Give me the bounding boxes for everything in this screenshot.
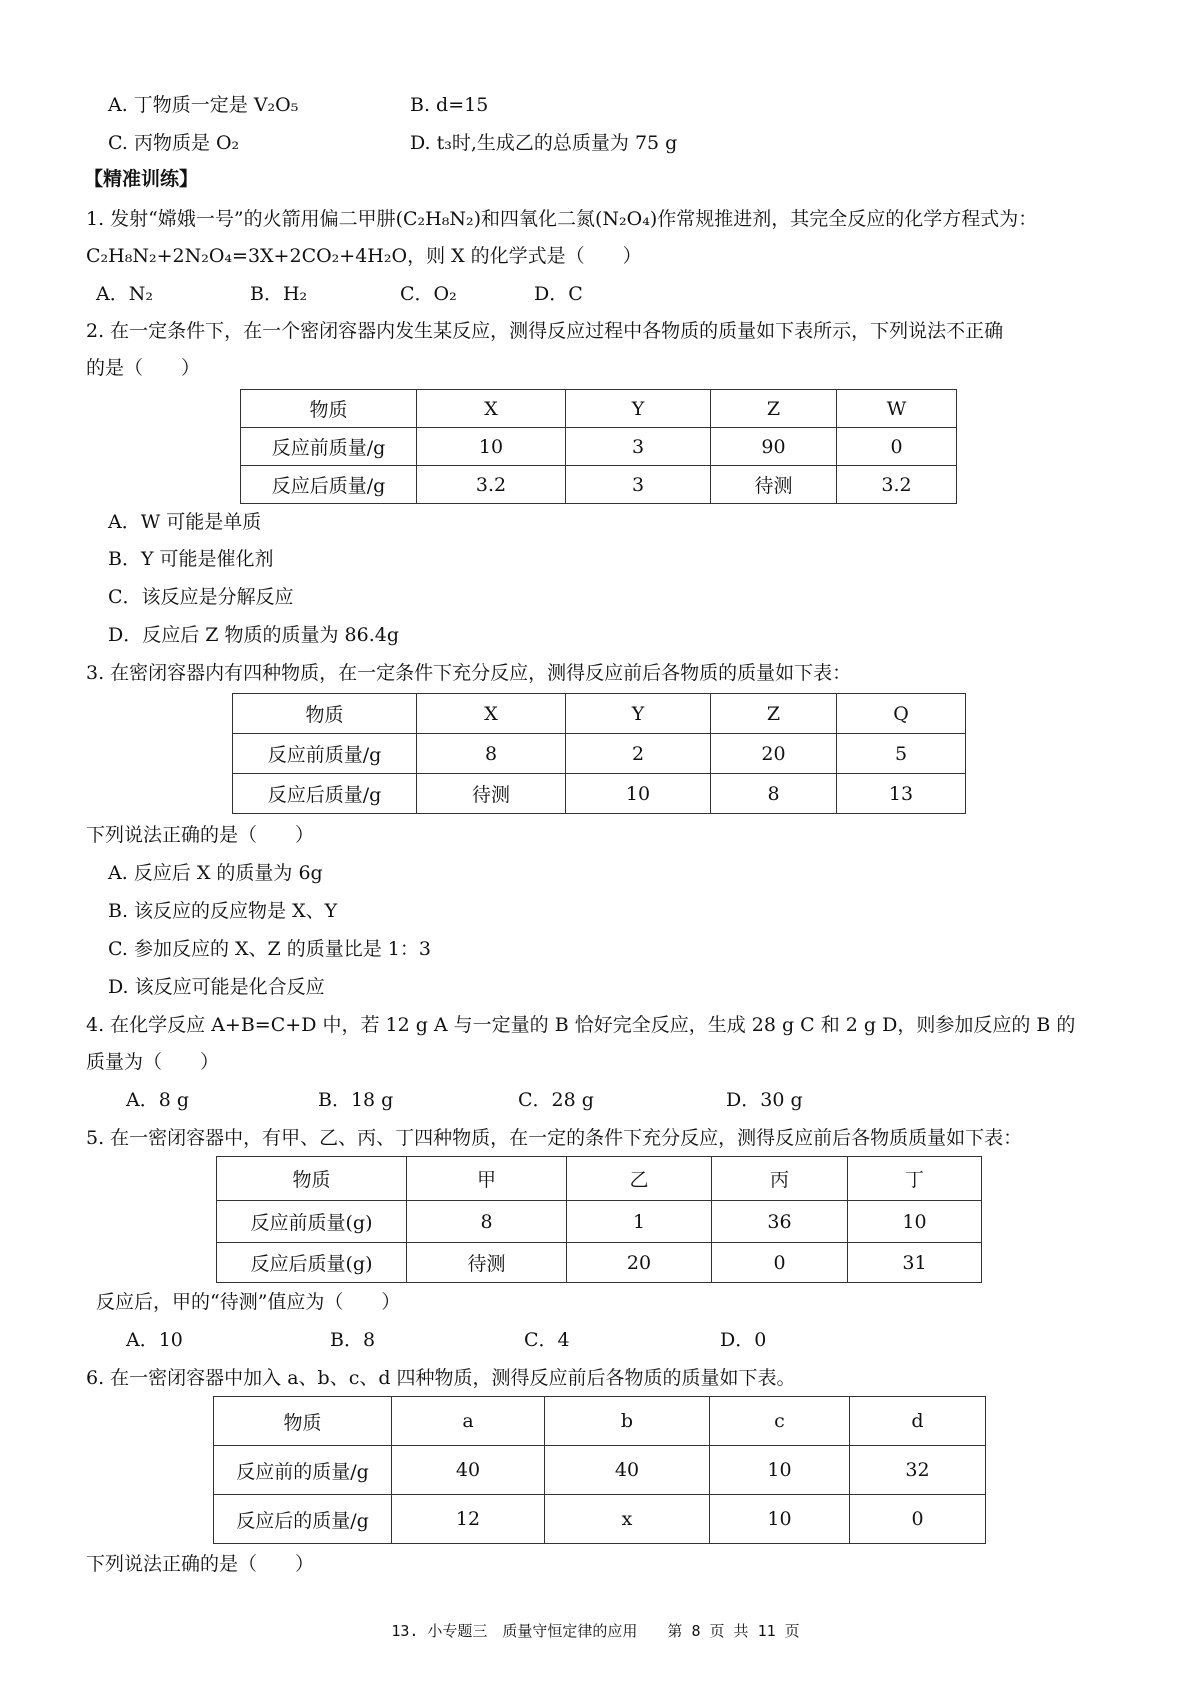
q5-option-b: B．8 bbox=[330, 1329, 376, 1351]
table-cell: 36 bbox=[712, 1201, 848, 1243]
q3-option-b: B. 该反应的反应物是 X、Y bbox=[108, 900, 338, 922]
table-cell: 0 bbox=[837, 428, 957, 466]
q2-option-a: A．W 可能是单质 bbox=[108, 511, 262, 533]
table-cell: 0 bbox=[850, 1495, 986, 1544]
table-cell: 反应后质量/g bbox=[241, 466, 417, 504]
table-cell: Y bbox=[566, 694, 711, 734]
q5-option-a: A．10 bbox=[126, 1329, 183, 1351]
table-row bbox=[214, 1495, 986, 1544]
table-cell: 物质 bbox=[233, 694, 417, 734]
table-row bbox=[233, 694, 966, 734]
q5-option-c: C．4 bbox=[524, 1329, 570, 1351]
table-row bbox=[217, 1243, 982, 1283]
q1-option-d: D．C bbox=[534, 283, 583, 305]
table-row bbox=[241, 390, 957, 428]
table-cell: 2 bbox=[566, 734, 711, 774]
table-cell: 20 bbox=[567, 1243, 712, 1283]
q3-option-d: D. 该反应可能是化合反应 bbox=[108, 976, 325, 998]
table-row bbox=[217, 1201, 982, 1243]
table-cell: 丁 bbox=[848, 1157, 982, 1201]
q1-option-a: A．N₂ bbox=[96, 283, 153, 305]
q4-option-c: C．28 g bbox=[518, 1089, 594, 1111]
prev-option-a: A. 丁物质一定是 V₂O₅ bbox=[108, 94, 299, 116]
q5-option-d: D．0 bbox=[720, 1329, 767, 1351]
q3-after: 下列说法正确的是（ ） bbox=[86, 824, 315, 846]
table-cell: 13 bbox=[837, 774, 966, 814]
table-cell: 丙 bbox=[712, 1157, 848, 1201]
table-cell: 甲 bbox=[407, 1157, 567, 1201]
table-cell: x bbox=[545, 1495, 710, 1544]
table-row bbox=[241, 466, 957, 504]
table-cell: 10 bbox=[710, 1446, 850, 1495]
q5-table bbox=[216, 1156, 982, 1283]
table-cell: 反应后质量/g bbox=[233, 774, 417, 814]
table-cell: 0 bbox=[712, 1243, 848, 1283]
table-cell: X bbox=[417, 694, 566, 734]
table-cell: Y bbox=[566, 390, 711, 428]
table-cell: a bbox=[392, 1397, 545, 1446]
table-row bbox=[233, 774, 966, 814]
table-cell: c bbox=[710, 1397, 850, 1446]
table-row bbox=[233, 734, 966, 774]
q4-option-b: B．18 g bbox=[318, 1089, 394, 1111]
table-cell: 12 bbox=[392, 1495, 545, 1544]
table-cell: 反应后质量(g) bbox=[217, 1243, 407, 1283]
q6-table bbox=[213, 1396, 986, 1544]
q4-option-d: D．30 g bbox=[726, 1089, 803, 1111]
table-cell: 10 bbox=[417, 428, 566, 466]
table-cell: 40 bbox=[392, 1446, 545, 1495]
q1-option-b: B．H₂ bbox=[250, 283, 308, 305]
table-cell: 32 bbox=[850, 1446, 986, 1495]
table-cell: 90 bbox=[711, 428, 837, 466]
table-cell: 20 bbox=[711, 734, 837, 774]
table-cell: 3 bbox=[566, 466, 711, 504]
q6-line1: 6. 在一密闭容器中加入 a、b、c、d 四种物质，测得反应前后各物质的质量如下表。 bbox=[86, 1367, 796, 1389]
q6-after: 下列说法正确的是（ ） bbox=[86, 1553, 315, 1575]
table-cell: 8 bbox=[417, 734, 566, 774]
q4-line2: 质量为（ ） bbox=[86, 1051, 220, 1073]
table-cell: 乙 bbox=[567, 1157, 712, 1201]
table-cell: 待测 bbox=[417, 774, 566, 814]
table-cell: 3 bbox=[566, 428, 711, 466]
table-cell: 待测 bbox=[711, 466, 837, 504]
table-cell: d bbox=[850, 1397, 986, 1446]
q3-table bbox=[232, 693, 966, 814]
table-cell: 反应前质量/g bbox=[233, 734, 417, 774]
table-cell: 物质 bbox=[217, 1157, 407, 1201]
q2-table bbox=[240, 389, 957, 504]
page-footer: 13. 小专题三 质量守恒定律的应用 第 8 页 共 11 页 bbox=[391, 1622, 800, 1640]
q4-line1: 4. 在化学反应 A+B=C+D 中，若 12 g A 与一定量的 B 恰好完全反应，生成 28 g C 和 2 g D，则参加反应的 B 的 bbox=[86, 1014, 1076, 1036]
table-cell: W bbox=[837, 390, 957, 428]
q3-line1: 3. 在密闭容器内有四种物质，在一定条件下充分反应，测得反应前后各物质的质量如下表： bbox=[86, 662, 852, 684]
q1-option-c: C．O₂ bbox=[400, 283, 457, 305]
q3-option-c: C. 参加反应的 X、Z 的质量比是 1：3 bbox=[108, 938, 431, 960]
table-cell: Z bbox=[711, 694, 837, 734]
table-cell: Z bbox=[711, 390, 837, 428]
q2-option-c: C．该反应是分解反应 bbox=[108, 586, 294, 608]
table-cell: 10 bbox=[848, 1201, 982, 1243]
table-cell: 10 bbox=[710, 1495, 850, 1544]
prev-option-c: C. 丙物质是 O₂ bbox=[108, 132, 240, 154]
table-cell: 物质 bbox=[241, 390, 417, 428]
q1-line2: C₂H₈N₂+2N₂O₄=3X+2CO₂+4H₂O，则 X 的化学式是（ ） bbox=[86, 245, 642, 267]
prev-option-b: B. d=15 bbox=[410, 94, 489, 116]
table-cell: X bbox=[417, 390, 566, 428]
table-cell: 1 bbox=[567, 1201, 712, 1243]
prev-option-d: D. t₃时,生成乙的总质量为 75 g bbox=[410, 132, 678, 154]
section-title: 【精准训练】 bbox=[84, 168, 199, 190]
table-cell: 反应前质量(g) bbox=[217, 1201, 407, 1243]
q2-line2: 的是（ ） bbox=[86, 357, 201, 379]
table-cell: 8 bbox=[711, 774, 837, 814]
q4-option-a: A．8 g bbox=[126, 1089, 190, 1111]
q5-after: 反应后，甲的“待测”值应为（ ） bbox=[96, 1291, 401, 1313]
table-cell: 物质 bbox=[214, 1397, 392, 1446]
table-cell: 反应后的质量/g bbox=[214, 1495, 392, 1544]
table-cell: 反应前质量/g bbox=[241, 428, 417, 466]
q3-option-a: A. 反应后 X 的质量为 6g bbox=[108, 862, 323, 884]
table-cell: 3.2 bbox=[417, 466, 566, 504]
table-row bbox=[241, 428, 957, 466]
table-cell: 5 bbox=[837, 734, 966, 774]
table-cell: Q bbox=[837, 694, 966, 734]
q5-line1: 5. 在一密闭容器中，有甲、乙、丙、丁四种物质，在一定的条件下充分反应，测得反应前后各物质质量如下表： bbox=[86, 1127, 1023, 1149]
table-row bbox=[214, 1397, 986, 1446]
table-row bbox=[217, 1157, 982, 1201]
q2-line1: 2. 在一定条件下，在一个密闭容器内发生某反应，测得反应过程中各物质的质量如下表所示，下列说法不正确 bbox=[86, 320, 1004, 342]
q2-option-b: B．Y 可能是催化剂 bbox=[108, 548, 274, 570]
table-cell: 3.2 bbox=[837, 466, 957, 504]
table-cell: 40 bbox=[545, 1446, 710, 1495]
table-row bbox=[214, 1446, 986, 1495]
q2-option-d: D．反应后 Z 物质的质量为 86.4g bbox=[108, 624, 400, 646]
table-cell: 待测 bbox=[407, 1243, 567, 1283]
table-cell: b bbox=[545, 1397, 710, 1446]
q1-line1: 1. 发射“嫦娥一号”的火箭用偏二甲肼(C₂H₈N₂)和四氧化二氮(N₂O₄)作常规推进剂，其完全反应的化学方程式为： bbox=[86, 208, 1038, 230]
table-cell: 反应前的质量/g bbox=[214, 1446, 392, 1495]
table-cell: 31 bbox=[848, 1243, 982, 1283]
table-cell: 8 bbox=[407, 1201, 567, 1243]
table-cell: 10 bbox=[566, 774, 711, 814]
